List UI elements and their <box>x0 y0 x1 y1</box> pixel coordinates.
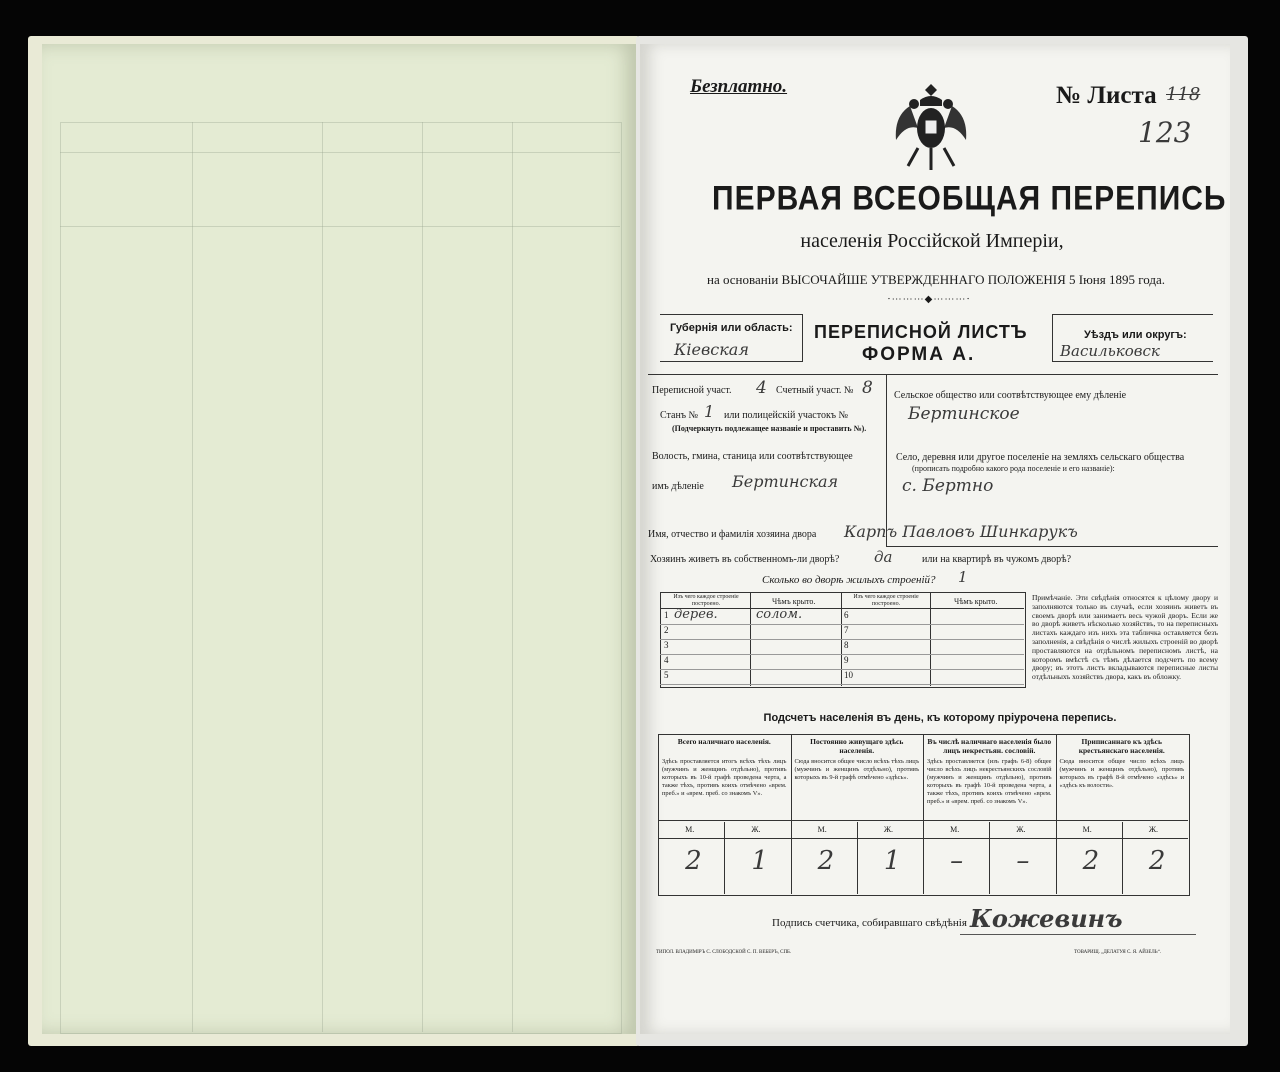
bleed-through-line <box>60 152 620 153</box>
sheet-number-handwritten: 123 <box>1138 116 1192 149</box>
bleed-through-line <box>60 226 620 227</box>
table-row-rule <box>841 624 1024 625</box>
owner-value[interactable]: Карпъ Павловъ Шинкарукъ <box>844 522 1078 541</box>
census-title: ПЕРВАЯ ВСЕОБЩАЯ ПЕРЕПИСЬ <box>712 179 1227 218</box>
table-row-rule <box>841 669 1024 670</box>
bleed-through-line <box>512 122 513 1032</box>
left-page <box>42 44 636 1034</box>
sex-col-divider <box>857 822 858 894</box>
signature-value[interactable]: Кожевинъ <box>970 904 1123 933</box>
village-note: (прописать подробно какого рода поселеніе и его названіе): <box>912 464 1115 473</box>
table-row-rule <box>841 654 1024 655</box>
population-col-divider <box>1056 734 1057 894</box>
bleed-through-line <box>422 122 423 1032</box>
female-count[interactable]: 1 <box>883 846 901 876</box>
bleed-through-line <box>322 122 323 1032</box>
row-number: 6 <box>844 610 849 620</box>
table-row-rule <box>660 624 841 625</box>
location-bottom-rule <box>886 546 1218 547</box>
table-row-rule <box>660 639 841 640</box>
free-label: Безплатно. <box>690 76 788 97</box>
table-row-rule <box>841 684 1024 685</box>
population-col-divider <box>791 734 792 894</box>
population-col-title: Постоянно живущаго здѣсь населенія. <box>810 737 904 755</box>
signature-line <box>960 934 1196 935</box>
form-subtitle: ФОРМА А. <box>862 344 976 365</box>
population-col-title: Въ числѣ наличнаго населенія было лицъ некрестьян. сословій. <box>927 737 1052 755</box>
col-material-left: Изъ чего каждое строеніе построено. <box>673 594 739 607</box>
census-form-page <box>640 44 1230 1034</box>
row-number: 4 <box>664 655 669 665</box>
male-label: М. <box>685 825 695 834</box>
building-material[interactable]: дерев. <box>674 607 718 622</box>
apartment-label: или на квартирѣ въ чужомъ дворѣ? <box>922 554 1072 565</box>
table-row-rule <box>660 669 841 670</box>
location-top-rule <box>648 374 1218 375</box>
male-count[interactable]: 2 <box>817 846 835 876</box>
row-number: 1 <box>664 610 669 620</box>
sex-col-divider <box>1122 822 1123 894</box>
row-number: 5 <box>664 670 669 680</box>
population-col-desc: Сюда вносится общее число всѣхъ тѣхъ лицъ (мужчинъ и женщинъ отдѣльно), противъ которыхъ въ 9-й графѣ отмѣчено «здѣсь». <box>794 758 919 781</box>
printer-left: ТИПОЛ. ВЛАДИМІРЪ С. СЛОБОДСКОЙ С. П. ВЕБЕРЪ, СПБ. <box>656 950 792 955</box>
population-col-title: Всего наличнаго населенія. <box>677 737 771 746</box>
row-number: 9 <box>844 655 849 665</box>
sheet-number-struck: 118 <box>1166 84 1201 105</box>
buildings-value[interactable]: 1 <box>958 568 968 586</box>
bleed-through-table <box>60 122 622 1034</box>
row-number: 8 <box>844 640 849 650</box>
population-col-title: Приписаннаго къ здѣсь крестьянскаго населенія. <box>1078 737 1165 755</box>
female-label: Ж. <box>883 825 894 834</box>
table-row-rule <box>660 654 841 655</box>
female-label: Ж. <box>1016 825 1026 834</box>
volost-label-1: Волость, гмина, станица или соотвѣтствующее <box>652 451 853 462</box>
count-district-value[interactable]: 8 <box>862 378 873 398</box>
own-yard-value[interactable]: да <box>874 548 893 566</box>
sex-col-divider <box>724 822 725 894</box>
location-divider <box>886 374 887 546</box>
census-district-label: Переписной участ. <box>652 385 732 396</box>
male-count[interactable]: 2 <box>1082 846 1100 876</box>
male-label: М. <box>817 825 827 834</box>
census-subtitle: населенія Россійской Имперіи, <box>800 230 1064 252</box>
census-district-value[interactable]: 4 <box>756 378 767 398</box>
own-yard-label: Хозяинъ живетъ въ собственномъ-ли дворѣ? <box>650 554 840 565</box>
table-row-rule <box>841 639 1024 640</box>
building-roof[interactable]: солом. <box>756 607 803 622</box>
population-heading: Подсчетъ населенія въ день, къ которому пріурочена перепись. <box>763 712 1117 724</box>
society-value[interactable]: Бертинское <box>908 404 1020 424</box>
population-col-desc: Сюда вносится общее число всѣхъ лицъ (мужчинъ и женщинъ отдѣльно), противъ которыхъ въ графѣ 8-й отмѣчено «здѣсь» и «здѣсь къ волости». <box>1059 758 1184 789</box>
district-value[interactable]: Васильковск <box>1060 342 1160 360</box>
census-basis: на основаніи ВЫСОЧАЙШЕ УТВЕРЖДЕННАГО ПОЛОЖЕНІЯ 5 Іюня 1895 года. <box>706 272 1166 287</box>
population-table-rule <box>658 820 1188 821</box>
bleed-through-line <box>192 122 193 1032</box>
stan-label: Станъ № <box>660 410 699 421</box>
district-label: Уѣздъ или округъ: <box>1084 329 1187 341</box>
ornament-divider: ⋅⋯⋯⋯◆⋯⋯⋯⋅ <box>887 294 971 305</box>
buildings-label: Сколько во дворѣ жилыхъ строеній? <box>762 574 936 586</box>
buildings-note: Примѣчаніе. Эти свѣдѣнія относятся к цѣлому двору и заполняются только въ случаѣ, если хозяинъ живетъ въ своемъ дворѣ или занимаетъ весь чужой дворъ. Если же во дворѣ живетъ нѣсколько хозяйствъ, то на переписныхъ листахъ каждаго изъ нихъ эта табличка оставляется безъ заполненія, а свѣдѣнія о числѣ жилыхъ строеній во дворѣ проставляются на отдѣльномъ переписномъ листѣ, на которомъ вмѣстѣ съ тѣмъ дѣлается подсчетъ по всему двору; въ этотъ листъ вкладываются переписные листы отдѣльныхъ хозяйствъ двора, какъ въ обложку. <box>1032 593 1218 682</box>
male-count[interactable]: – <box>950 846 964 876</box>
printer-right: ТОВАРИЩ. „ДЕЛАТУЯ С. Я. АЙЗЕЛЬ“. <box>1074 950 1162 955</box>
province-label: Губернія или область: <box>670 322 793 334</box>
village-label: Село, деревня или другое поселеніе на земляхъ сельскаго общества <box>896 452 1185 463</box>
owner-label: Имя, отчество и фамилія хозяина двора <box>648 529 817 540</box>
table-row-rule <box>660 684 841 685</box>
col-roof-right: Чѣмъ крыто. <box>954 597 998 606</box>
population-col-desc: Здѣсь проставляется (изъ графъ 6-8) общее число всѣхъ лицъ некрестьянскихъ сословій (мужчинъ и женщинъ отдѣльно), противъ которыхъ въ графѣ 10-й проведена черта, а также тѣхъ, противъ коихъ отмѣчено «врем. преб.» и «врем. преб. со знакомъ V». <box>927 758 1052 805</box>
count-district-label: Счетный участ. № <box>776 385 854 396</box>
province-value[interactable]: Кіевская <box>674 340 749 359</box>
male-label: М. <box>1082 825 1092 834</box>
female-count[interactable]: 2 <box>1148 846 1166 876</box>
row-number: 10 <box>844 670 853 680</box>
volost-value[interactable]: Бертинская <box>732 472 839 491</box>
society-label: Сельское общество или соотвѣтствующее ему дѣленіе <box>894 390 1127 401</box>
stan-value[interactable]: 1 <box>704 402 715 421</box>
male-label: М. <box>950 825 960 834</box>
village-value[interactable]: с. Бертно <box>902 476 994 496</box>
female-label: Ж. <box>751 825 761 834</box>
row-number: 3 <box>664 640 669 650</box>
population-table-rule <box>658 838 1188 839</box>
row-number: 7 <box>844 625 849 635</box>
male-count[interactable]: 2 <box>685 846 702 876</box>
stan-note: (Подчеркнуть подлежащее названіе и проставить №). <box>672 424 867 433</box>
col-roof-left: Чѣмъ крыто. <box>772 597 816 606</box>
sex-col-divider <box>989 822 990 894</box>
police-label: или полицейскій участокъ № <box>724 410 849 421</box>
sheet-number-label: № Листа <box>1056 82 1157 109</box>
form-title: ПЕРЕПИСНОЙ ЛИСТЪ <box>814 322 1028 342</box>
volost-label-2: имъ дѣленіе <box>652 481 704 492</box>
imperial-eagle-icon <box>890 78 972 174</box>
population-col-desc: Здѣсь проставляется итогъ всѣхъ тѣхъ лицъ (мужчинъ и женщинъ отдѣльно), противъ которыхъ въ 10-й графѣ проведена черта, а также тѣхъ, противъ коихъ отмѣчено «врем. преб.» и «врем. преб. со знакомъ V». <box>662 758 787 797</box>
population-col-divider <box>923 734 924 894</box>
row-number: 2 <box>664 625 669 635</box>
female-label: Ж. <box>1148 825 1159 834</box>
female-count[interactable]: – <box>1016 846 1030 876</box>
col-material-right: Изъ чего каждое строеніе построено. <box>853 594 919 607</box>
female-count[interactable]: 1 <box>751 846 768 876</box>
signature-label: Подпись счетчика, собиравшаго свѣдѣнія <box>772 917 967 929</box>
